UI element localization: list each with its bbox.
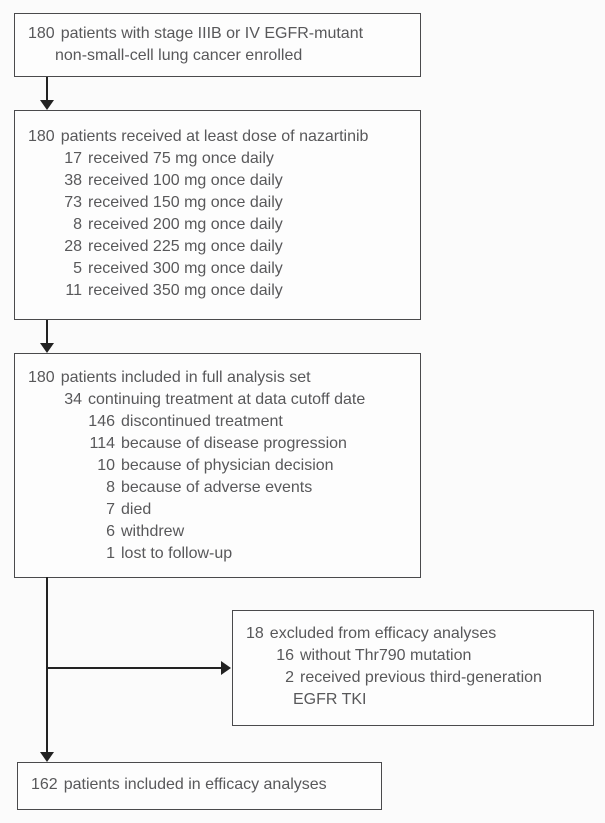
line-text: because of disease progression [121,435,347,452]
flow-line [28,23,407,45]
flow-line [28,521,407,543]
line-number: 11 [65,282,82,299]
excluded-box [232,610,594,726]
arrowhead-down-icon [40,343,54,353]
line-text: received 225 mg once daily [88,238,283,255]
line-text: discontinued treatment [121,413,283,430]
line-number: 180 [28,128,55,145]
flow-line [28,170,407,192]
line-text: received 300 mg once daily [88,260,283,277]
flow-line [28,214,407,236]
line-number: 180 [28,25,55,42]
line-number: 6 [106,523,115,540]
efficacy-box [17,762,382,810]
line-text: EGFR TKI [293,691,367,708]
line-text: patients with stage IIIB or IV EGFR-mutant [60,25,364,42]
line-number: 73 [64,194,82,211]
line-text: non-small-cell lung cancer enrolled [55,47,303,64]
connector-line [46,320,48,345]
line-text: received 100 mg once daily [88,172,283,189]
line-text: received 200 mg once daily [88,216,283,233]
line-number: 17 [64,150,82,167]
flow-line [28,236,407,258]
line-number: 162 [31,776,58,793]
flow-line [28,411,407,433]
flow-line [28,433,407,455]
line-number: 180 [28,369,55,386]
line-text: because of physician decision [121,457,334,474]
flow-line [28,192,407,214]
line-number: 146 [88,413,115,430]
line-text: because of adverse events [121,479,313,496]
line-number: 2 [285,669,294,686]
flow-line [28,455,407,477]
line-number: 7 [106,501,115,518]
line-number: 8 [73,216,82,233]
line-text: lost to follow-up [121,545,233,562]
line-text: died [121,501,152,518]
line-text: received previous third-generation [300,669,542,686]
line-number: 5 [73,260,82,277]
line-text: patients included in full analysis set [60,369,311,386]
line-text: received 150 mg once daily [88,194,283,211]
line-number: 10 [97,457,115,474]
connector-line [46,577,48,753]
line-text: patients included in efficacy analyses [63,776,327,793]
arrowhead-right-icon [221,661,231,675]
line-number: 18 [246,625,264,642]
flow-line [28,499,407,521]
flow-line [28,367,407,389]
line-text: continuing treatment at data cutoff date [88,391,366,408]
connector-line [46,77,48,102]
flow-line [28,389,407,411]
flow-line [28,280,407,302]
full-analysis-box [14,353,421,578]
line-text: received 350 mg once daily [88,282,283,299]
line-text: received 75 mg once daily [88,150,274,167]
line-text: patients received at least dose of nazartinib [60,128,369,145]
line-text: without Thr790 mutation [300,647,472,664]
line-number: 114 [89,435,115,452]
arrowhead-down-icon [40,752,54,762]
connector-line [46,667,222,669]
arrowhead-down-icon [40,100,54,110]
flow-line [28,477,407,499]
flow-line [28,543,407,565]
line-number: 16 [276,647,294,664]
flow-line [28,126,407,148]
treatment-box [14,110,421,320]
line-text: excluded from efficacy analyses [269,625,497,642]
flow-line [246,645,580,667]
flow-line [246,623,580,645]
enrolled-box [14,13,421,77]
line-number: 28 [64,238,82,255]
line-number: 34 [64,391,82,408]
line-number: 38 [64,172,82,189]
flow-line [31,774,368,796]
flow-line [246,667,580,689]
flow-line [246,689,580,711]
line-number: 1 [106,545,115,562]
line-text: withdrew [121,523,185,540]
line-number: 8 [106,479,115,496]
flow-line [28,45,407,67]
flow-line [28,148,407,170]
flow-line [28,258,407,280]
